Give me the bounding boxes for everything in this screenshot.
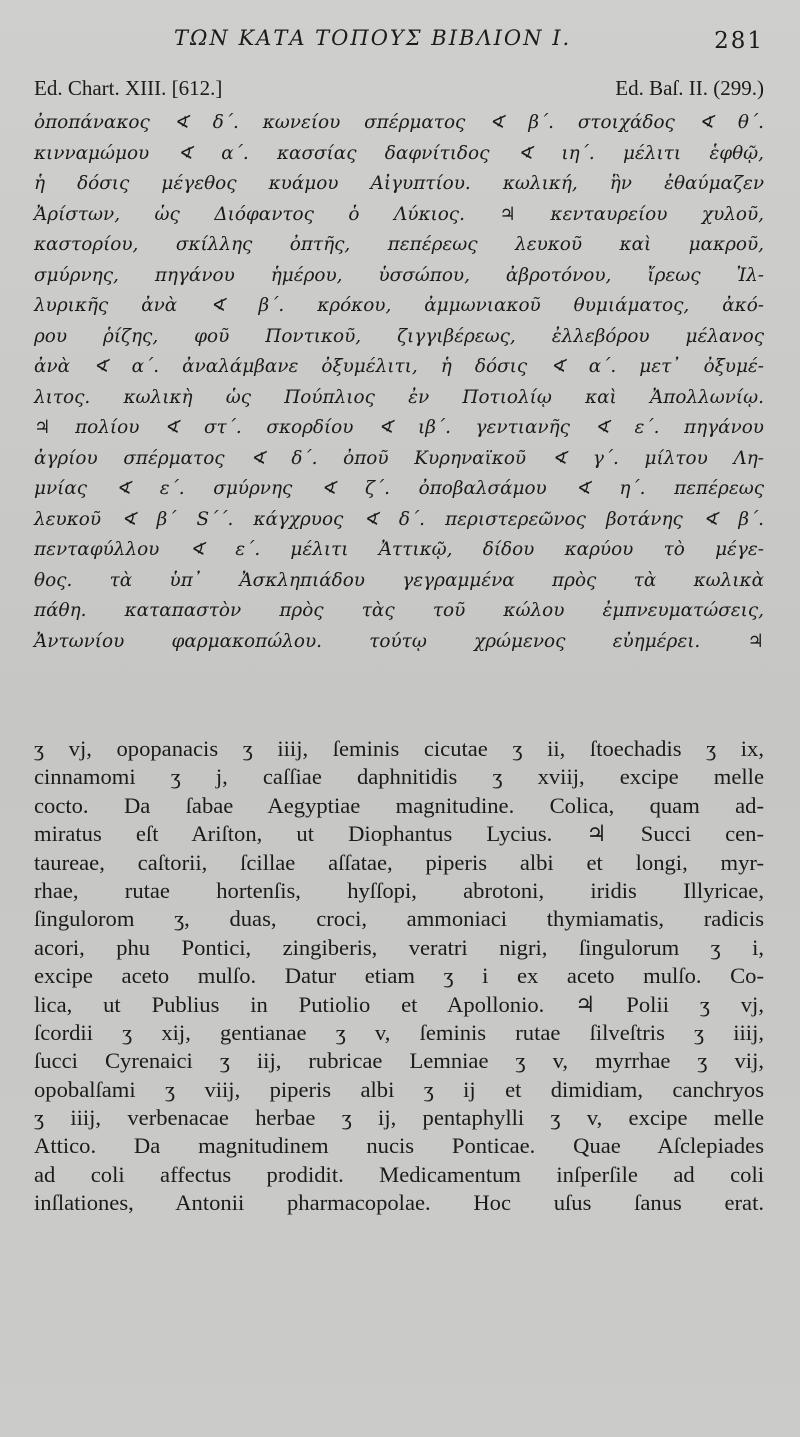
greek-text-line: ἀνὰ ∢ α΄. ἀναλάμβανε ὀξυμέλιτι, ἡ δόσις ∢ α΄. μετ᾽ ὀξυμέ- <box>34 356 764 377</box>
greek-text-line: Ἀντωνίου φαρμακοπώλου. τούτῳ χρώμενος εὐημέρει. ♃ <box>34 630 764 652</box>
greek-text-line: λυρικῆς ἀνὰ ∢ β΄. κρόκου, ἀμμωνιακοῦ θυμιάματος, ἀκό- <box>34 295 764 316</box>
running-title: ΤΩΝ ΚΑΤΑ ΤΟΠΟΥΣ ΒΙΒΛΙΟΝ Ι. <box>174 26 572 50</box>
greek-text-line: ἀγρίου σπέρματος ∢ δ΄. ὀποῦ Κυρηναϊκοῦ ∢ γ΄. μίλτου Λη- <box>34 447 764 469</box>
greek-text-line: λιτος. κωλικὴ ὡς Πούπλιος ἐν Ποτιολίῳ καὶ Ἀπολλωνίῳ. <box>34 386 764 408</box>
latin-text-line: ʒ vj, opopanacis ʒ iiij, ſeminis cicutae ʒ ii, ſtoechadis ʒ ix, <box>34 736 764 761</box>
greek-text-line: σμύρνης, πηγάνου ἡμέρου, ὑσσώπου, ἀβροτόνου, ἴρεως Ἰλ- <box>34 264 764 286</box>
latin-text-line: Attico. Da magnitudinem nucis Ponticae. Quae Aſclepiades <box>34 1133 764 1159</box>
greek-text-line: ἡ δόσις μέγεθος κυάμου Αἰγυπτίου. κωλική, ἣν ἐθαύμαζεν <box>34 173 764 194</box>
latin-text-line: ʒ iiij, verbenacae herbae ʒ ij, pentaphylli ʒ v, excipe melle <box>34 1105 764 1131</box>
latin-text-line: ſucci Cyrenaici ʒ iij, rubricae Lemniae ʒ v, myrrhae ʒ vij, <box>34 1048 764 1074</box>
greek-text-line: κινναμώμου ∢ α΄. κασσίας δαφνίτιδος ∢ ιη΄. μέλιτι ἑφθῷ, <box>34 142 764 164</box>
latin-text-line: acori, phu Pontici, zingiberis, veratri nigri, ſingulorum ʒ i, <box>34 934 764 960</box>
greek-text-line: καστορίου, σκίλλης ὀπτῆς, πεπέρεως λευκοῦ καὶ μακροῦ, <box>34 234 764 255</box>
edition-chartier: Ed. Chart. XIII. [612.] <box>34 76 223 100</box>
latin-text-line: inſlationes, Antonii pharmacopolae. Hoc uſus ſanus erat. <box>34 1190 764 1216</box>
greek-text-line: ὀποπάνακος ∢ δ΄. κωνείου σπέρματος ∢ β΄. στοιχάδος ∢ θ΄. <box>34 112 764 133</box>
latin-text-line: rhae, rutae hortenſis, hyſſopi, abrotoni, iridis Illyricae, <box>34 877 764 903</box>
edition-basel: Ed. Baſ. II. (299.) <box>615 76 764 100</box>
greek-text-line: μνίας ∢ ε΄. σμύρνης ∢ ζ΄. ὀποβαλσάμου ∢ η΄. πεπέρεως <box>34 478 764 499</box>
greek-text-line: λευκοῦ ∢ β΄ S΄΄. κάγχρυος ∢ δ΄. περιστερεῶνος βοτάνης ∢ β΄. <box>34 508 764 530</box>
latin-text-line: ad coli affectus prodidit. Medicamentum inſperſile ad coli <box>34 1161 764 1187</box>
page-number: 281 <box>714 28 764 54</box>
greek-text-block <box>34 108 764 657</box>
greek-text-line: πάθη. καταπαστὸν πρὸς τὰς τοῦ κώλου ἐμπνευματώσεις, <box>34 600 764 621</box>
greek-text-line: θος. τὰ ὑπ᾽ Ἀσκληπιάδου γεγραμμένα πρὸς τὰ κωλικὰ <box>34 569 764 591</box>
greek-text-line: ♃ πολίου ∢ στ΄. σκορδίου ∢ ιβ΄. γεντιανῆς ∢ ε΄. πηγάνου <box>34 417 764 438</box>
latin-text-line: ſingulorom ʒ, duas, croci, ammoniaci thymiamatis, radicis <box>34 906 764 932</box>
running-head <box>34 0 764 58</box>
latin-text-line: lica, ut Publius in Putiolio et Apollonio. ♃ Polii ʒ vj, <box>34 991 764 1017</box>
latin-text-line: excipe aceto mulſo. Datur etiam ʒ i ex aceto mulſo. Co- <box>34 963 764 989</box>
latin-text-line: cinnamomi ʒ j, caſſiae daphnitidis ʒ xviij, excipe melle <box>34 764 764 790</box>
latin-text-line: cocto. Da ſabae Aegyptiae magnitudine. Colica, quam ad- <box>34 792 764 818</box>
edition-references <box>34 74 764 102</box>
greek-text-line: ρου ῥίζης, φοῦ Ποντικοῦ, ζιγγιβέρεως, ἐλλεβόρου μέλανος <box>34 325 764 347</box>
latin-text-line: taureae, caſtorii, ſcillae aſſatae, piperis albi et longi, myr- <box>34 849 764 875</box>
latin-translation-block <box>34 735 764 1218</box>
greek-text-line: πενταφύλλου ∢ ε΄. μέλιτι Ἀττικῷ, δίδου καρύου τὸ μέγε- <box>34 539 764 560</box>
greek-text-line: Ἀρίστων, ὡς Διόφαντος ὁ Λύκιος. ♃ κενταυρείου χυλοῦ, <box>34 203 764 225</box>
latin-text-line: ſcordii ʒ xij, gentianae ʒ v, ſeminis rutae ſilveſtris ʒ iiij, <box>34 1019 764 1045</box>
latin-text-line: opobalſami ʒ viij, piperis albi ʒ ij et dimidiam, canchryos <box>34 1076 764 1102</box>
latin-text-line: miratus eſt Ariſton, ut Diophantus Lycius. ♃ Succi cen- <box>34 821 764 847</box>
section-gap <box>34 657 764 735</box>
